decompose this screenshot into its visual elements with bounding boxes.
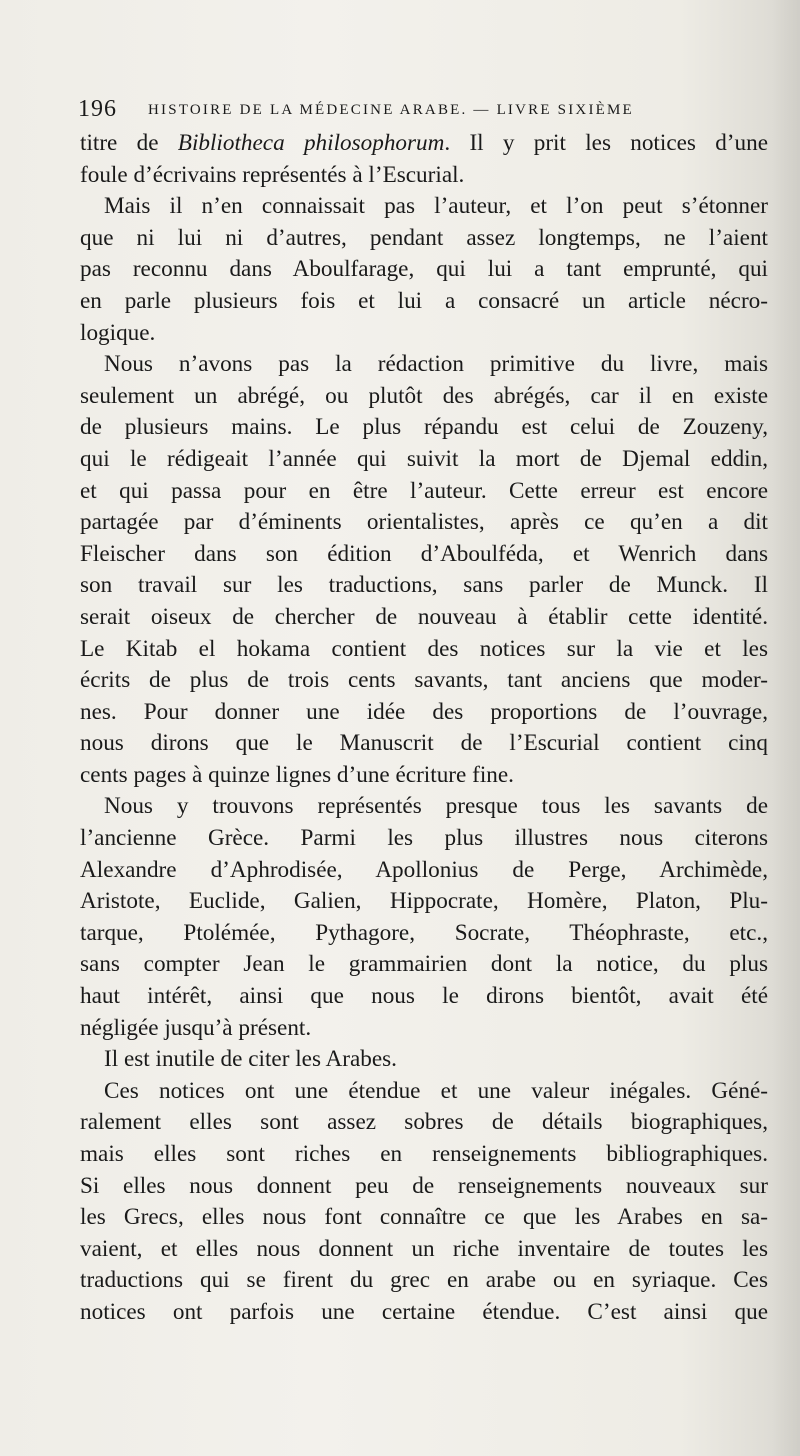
text-line: que ni lui ni d’autres, pendant assez longtemps, ne l’aient	[80, 224, 768, 251]
text-line: titre de Bibliotheca philosophorum. Il y prit les notices d’une	[80, 130, 768, 156]
text-line: l’ancienne Grèce. Parmi les plus illustres nous citerons	[80, 825, 768, 852]
page-edge-shadow	[772, 0, 800, 1456]
text-line: qui le rédigeait l’année qui suivit la mort de Djemal eddin,	[80, 445, 768, 472]
text-line: serait oiseux de chercher de nouveau à établir cette identité.	[80, 603, 768, 630]
text-line: Ces notices ont une étendue et une valeur inégales. Géné-	[104, 1077, 768, 1104]
text-line: de plusieurs mains. Le plus répandu est celui de Zouzeny,	[80, 414, 768, 441]
text-line: nous dirons que le Manuscrit de l’Escurial contient cinq	[80, 730, 768, 757]
text-line: mais elles sont riches en renseignements bibliographiques.	[80, 1141, 768, 1167]
text-line: logique.	[80, 319, 156, 346]
text-line: les Grecs, elles nous font connaître ce que les Arabes en sa-	[80, 1204, 768, 1231]
running-title: HISTOIRE DE LA MÉDECINE ARABE. — LIVRE SIXIÈME	[148, 102, 634, 118]
text-line: traductions qui se firent du grec en arabe ou en syriaque. Ces	[80, 1267, 768, 1294]
text-line: tarque, Ptolémée, Pythagore, Socrate, Théophraste, etc.,	[80, 919, 768, 946]
text-line: Aristote, Euclide, Galien, Hippocrate, Homère, Platon, Plu-	[80, 888, 768, 915]
text-line: Fleischer dans son édition d’Aboulféda, et Wenrich dans	[80, 540, 768, 567]
text-line: négligée jusqu’à présent.	[80, 1014, 312, 1041]
page-header	[78, 96, 778, 130]
text-line: pas reconnu dans Aboulfarage, qui lui a tant emprunté, qui	[80, 256, 768, 283]
text-line: en parle plusieurs fois et lui a consacré un article nécro-	[80, 287, 768, 314]
text-line: haut intérêt, ainsi que nous le dirons bientôt, avait été	[80, 983, 768, 1010]
text-line: sans compter Jean le grammairien dont la notice, du plus	[80, 951, 768, 978]
page-number: 196	[78, 96, 117, 122]
text-line: partagée par d’éminents orientalistes, après ce qu’en a dit	[80, 509, 768, 536]
text-line: foule d’écrivains représentés à l’Escurial.	[80, 161, 465, 188]
text-line: vaient, et elles nous donnent un riche inventaire de toutes les	[80, 1235, 768, 1262]
text-line: nes. Pour donner une idée des proportions de l’ouvrage,	[80, 698, 768, 725]
text-line: Nous y trouvons représentés presque tous les savants de	[104, 793, 768, 820]
text-line: et qui passa pour en être l’auteur. Cette erreur est encore	[80, 477, 768, 504]
text-line: cents pages à quinze lignes d’une écriture fine.	[80, 761, 514, 788]
text-line: écrits de plus de trois cents savants, tant anciens que moder-	[80, 667, 768, 694]
body-text	[80, 128, 768, 1329]
text-line: son travail sur les traductions, sans parler de Munck. Il	[80, 572, 768, 599]
text-line: Il est inutile de citer les Arabes.	[104, 1046, 397, 1073]
text-line: Le Kitab el hokama contient des notices sur la vie et les	[80, 635, 768, 662]
text-line: Si elles nous donnent peu de renseignements nouveaux sur	[80, 1172, 768, 1199]
text-line: notices ont parfois une certaine étendue. C’est ainsi que	[80, 1298, 768, 1325]
italic-title: Bibliotheca philosophorum	[177, 130, 445, 156]
text-line: Alexandre d’Aphrodisée, Apollonius de Perge, Archimède,	[80, 856, 768, 883]
text-line: Mais il n’en connaissait pas l’auteur, et l’on peut s’étonner	[104, 193, 768, 220]
text-line: ralement elles sont assez sobres de détails biographiques,	[80, 1109, 768, 1136]
text-line: Nous n’avons pas la rédaction primitive du livre, mais	[104, 351, 768, 378]
text-line: seulement un abrégé, ou plutôt des abrégés, car il en existe	[80, 382, 768, 409]
